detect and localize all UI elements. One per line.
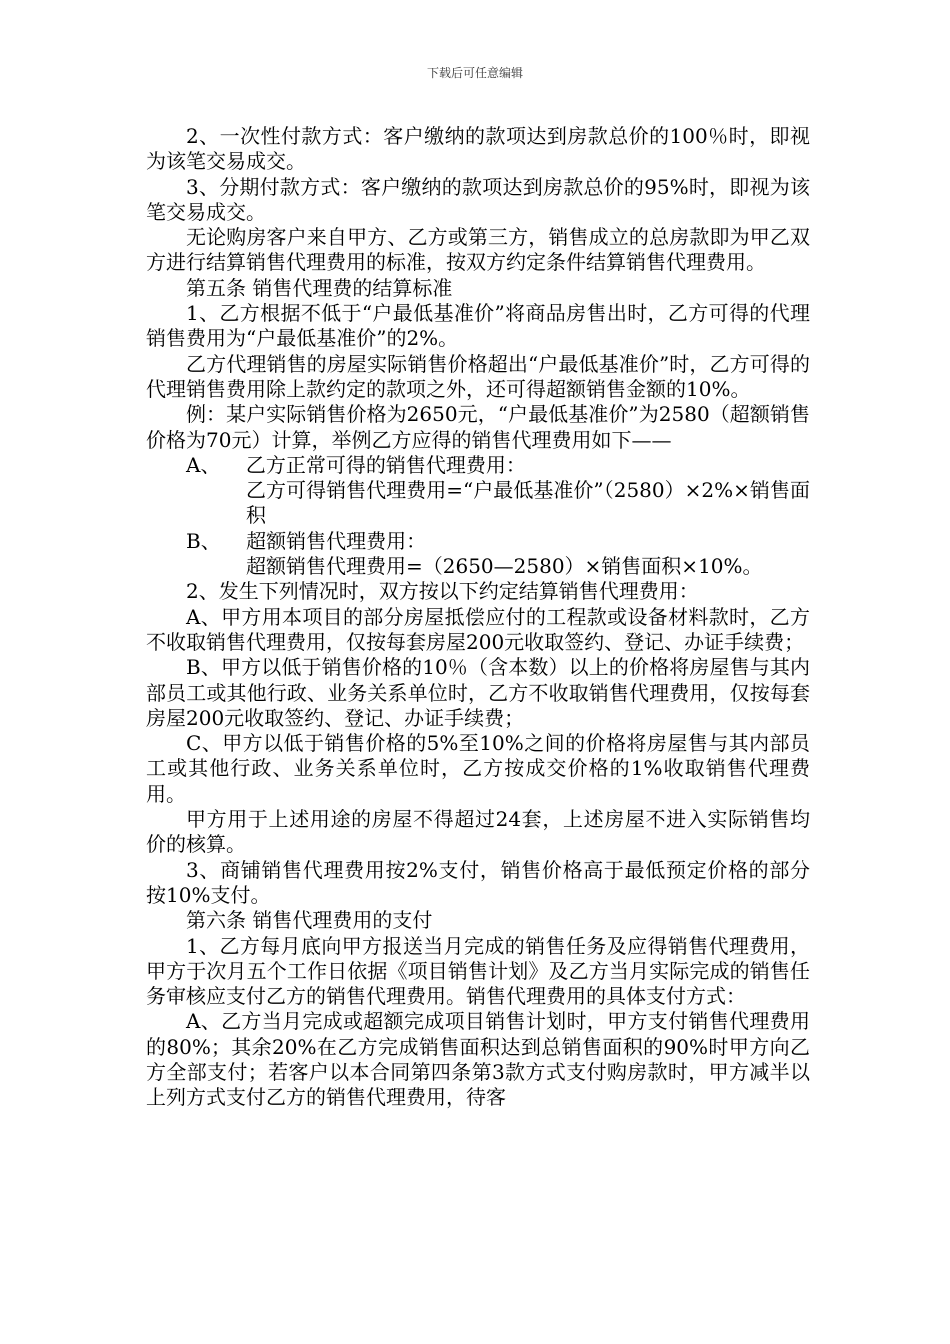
paragraph-payment-terms: A、乙方当月完成或超额完成项目销售计划时，甲方支付销售代理费用的80%；其余20%在乙方完成销售面积达到总销售面积的90%时甲方向乙方全部支付；若客户以本合同第四条第3款方式支付购房款时，甲方减半以上列方式支付乙方的销售代理费用，待客 (146, 1009, 810, 1110)
item-a-formula: 乙方可得销售代理费用=“户最低基准价”（2580）×2%×销售面积 (246, 478, 810, 528)
item-b-formula: 超额销售代理费用=（2650—2580）×销售面积×10%。 (246, 554, 763, 579)
paragraph-excess-commission: 乙方代理销售的房屋实际销售价格超出“户最低基准价”时，乙方可得的代理销售费用除上款约定的款项之外，还可得超额销售金额的10%。 (146, 351, 810, 401)
page-header: 下载后可任意编辑 (426, 66, 523, 80)
paragraph-monthly-report: 1、乙方每月底向甲方报送当月完成的销售任务及应得销售代理费用，甲方于次月五个工作日依据《项目销售计划》及乙方当月实际完成的销售任务审核应支付乙方的销售代理费用。销售代理费用的具体支付方式： (146, 933, 810, 1009)
paragraph-settlement-basis: 无论购房客户来自甲方、乙方或第三方，销售成立的总房款即为甲乙双方进行结算销售代理费用的标准，按双方约定条件结算销售代理费用。 (146, 225, 810, 275)
paragraph-case-b: B、甲方以低于销售价格的10％（含本数）以上的价格将房屋售与其内部员工或其他行政、业务关系单位时，乙方不收取销售代理费用，仅按每套房屋200元收取签约、登记、办证手续费； (146, 655, 810, 730)
item-b-heading: B、 超额销售代理费用： (186, 528, 427, 553)
article-6-heading: 第六条 销售代理费用的支付 (186, 908, 433, 933)
paragraph-unit-limit: 甲方用于上述用途的房屋不得超过24套，上述房屋不进入实际销售均价的核算。 (146, 807, 810, 857)
paragraph-case-c: C、甲方以低于销售价格的5%至10%之间的价格将房屋售与其内部员工或其他行政、业务关系单位时，乙方按成交价格的1%收取销售代理费用。 (146, 731, 810, 806)
paragraph-installment-payment: 3、分期付款方式：客户缴纳的款项达到房款总价的95%时，即视为该笔交易成交。 (146, 174, 810, 224)
paragraph-base-commission: 1、乙方根据不低于“户最低基准价”将商品房售出时，乙方可得的代理销售费用为“户最低基准价”的2%。 (146, 301, 810, 351)
paragraph-example: 例：某户实际销售价格为2650元，“户最低基准价”为2580（超额销售价格为70元）计算，举例乙方应得的销售代理费用如下—— (146, 402, 810, 452)
item-a-heading: A、 乙方正常可得的销售代理费用： (186, 452, 526, 477)
paragraph-shop-commission: 3、商铺销售代理费用按2%支付，销售价格高于最低预定价格的部分按10%支付。 (146, 857, 810, 907)
article-5-heading: 第五条 销售代理费的结算标准 (186, 275, 453, 300)
paragraph-special-cases: 2、发生下列情况时，双方按以下约定结算销售代理费用： (186, 579, 699, 604)
paragraph-full-payment: 2、一次性付款方式：客户缴纳的款项达到房款总价的100％时，即视为该笔交易成交。 (146, 124, 810, 174)
paragraph-case-a: A、甲方用本项目的部分房屋抵偿应付的工程款或设备材料款时，乙方不收取销售代理费用，仅按每套房屋200元收取签约、登记、办证手续费； (146, 604, 810, 654)
document-body (146, 124, 810, 1111)
